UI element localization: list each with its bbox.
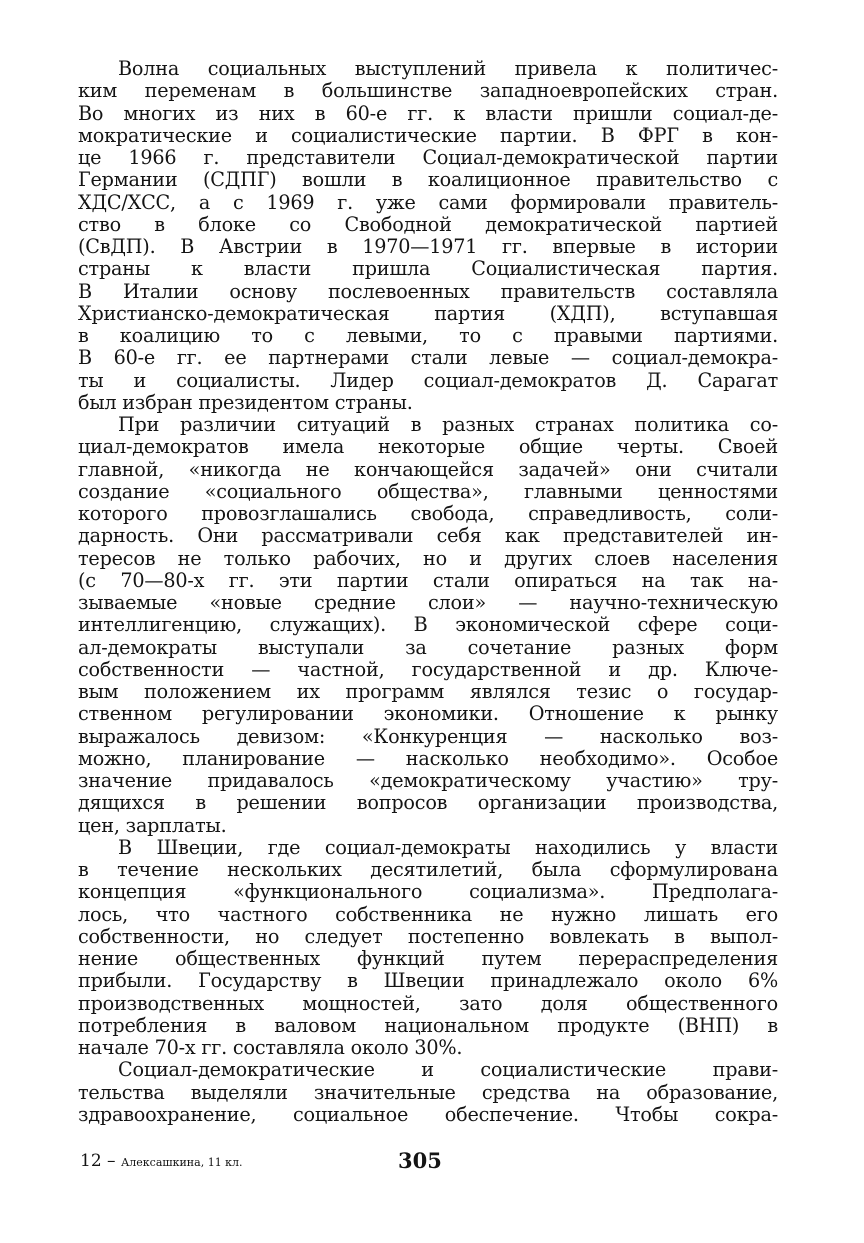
text-line: интеллигенцию, служащих). В экономической сфере соци-	[78, 613, 778, 637]
signature-text: Алексашкина, 11 кл.	[120, 1156, 243, 1169]
text-line: в течение нескольких десятилетий, была сформулирована	[78, 858, 778, 881]
signature-dash: –	[101, 1151, 121, 1171]
text-line: ты и социалисты. Лидер социал-демократов Д. Сарагат	[78, 368, 778, 392]
text-line: ство в блоке со Свободной демократической партией	[78, 212, 778, 236]
text-line: Германии (СДПГ) вошли в коалиционное правительство с	[78, 168, 778, 192]
text-line: Волна социальных выступлений привела к политичес-	[118, 57, 778, 80]
text-line: В Италии основу послевоенных правительств составляла	[78, 279, 778, 303]
signature-number: 12	[80, 1151, 102, 1171]
text-line: которого провозглашались свобода, справедливость, соли-	[78, 502, 778, 525]
text-line: дящихся в решении вопросов организации производства,	[78, 791, 778, 815]
text-line: лось, что частного собственника не нужно лишать его	[78, 902, 778, 926]
paragraph-4	[78, 1059, 778, 1126]
text-line: зываемые «новые средние слои» — научно-техническую	[78, 591, 778, 614]
text-line: ким переменам в большинстве западноевропейских стран.	[78, 79, 778, 103]
text-line: циал-демократов имела некоторые общие черты. Своей	[78, 435, 778, 459]
text-line: дарность. Они рассматривали себя как представителей ин-	[78, 524, 778, 548]
text-line: тересов не только рабочих, но и других слоев населения	[78, 546, 778, 570]
text-line: цен, зарплаты.	[78, 813, 227, 837]
text-line: потребления в валовом национальном продукте (ВНП) в	[78, 1013, 778, 1037]
text-line: здравоохранение, социальное обеспечение. Чтобы сокра-	[78, 1102, 778, 1126]
text-line: В Швеции, где социал-демократы находились у власти	[118, 835, 778, 859]
text-line: При различии ситуаций в разных странах политика со-	[118, 413, 778, 436]
text-line: производственных мощностей, зато доля общественного	[78, 991, 778, 1015]
paragraph-1	[78, 58, 778, 414]
text-line: страны к власти пришла Социалистическая партия.	[78, 257, 778, 281]
text-line: В 60-е гг. ее партнерами стали левые — социал-демокра-	[78, 346, 778, 370]
text-line: Христианско-демократическая партия (ХДП), вступавшая	[78, 301, 778, 325]
text-line: ственном регулировании экономики. Отношение к рынку	[78, 702, 778, 726]
text-line: це 1966 г. представители Социал-демократической партии	[78, 146, 778, 169]
text-line: вым положением их программ являлся тезис о государ-	[78, 680, 778, 703]
text-line: главной, «никогда не кончающейся задачей» они считали	[78, 457, 778, 481]
text-line: концепция «функционального социализма». Предполага-	[78, 880, 778, 904]
text-line: можно, планирование — насколько необходимо». Особое	[78, 746, 778, 770]
footer-signature	[80, 1151, 243, 1171]
text-line: собственности — частной, государственной и др. Ключе-	[78, 657, 778, 681]
text-line: был избран президентом страны.	[78, 390, 413, 414]
text-line: Во многих из них в 60-е гг. к власти пришли социал-де-	[78, 101, 778, 125]
text-line: Социал-демократические и социалистические прави-	[118, 1058, 778, 1082]
page-body	[78, 58, 778, 1126]
text-line: мократические и социалистические партии. В ФРГ в кон-	[78, 123, 778, 147]
text-line: ал-демократы выступали за сочетание разных форм	[78, 635, 778, 659]
paragraph-2	[78, 414, 778, 837]
page-number: 305	[398, 1148, 442, 1173]
text-line: создание «социального общества», главными ценностями	[78, 479, 778, 503]
text-line: в коалицию то с левыми, то с правыми партиями.	[78, 324, 778, 347]
text-line: собственности, но следует постепенно вовлекать в выпол-	[78, 924, 778, 948]
text-line: (СвДП). В Австрии в 1970—1971 гг. впервые в истории	[78, 235, 778, 258]
text-line: прибыли. Государству в Швеции принадлежало около 6%	[78, 969, 778, 993]
text-line: тельства выделяли значительные средства на образование,	[78, 1080, 778, 1104]
text-line: нение общественных функций путем перераспределения	[78, 947, 778, 970]
text-line: выражалось девизом: «Конкуренция — насколько воз-	[78, 724, 778, 748]
paragraph-3	[78, 837, 778, 1060]
text-line: (с 70—80-х гг. эти партии стали опираться на так на-	[78, 568, 778, 592]
text-line: начале 70-х гг. составляла около 30%.	[78, 1036, 463, 1059]
text-line: значение придавалось «демократическому участию» тру-	[78, 769, 778, 792]
text-line: ХДС/ХСС, а с 1969 г. уже сами формировали правитель-	[78, 190, 778, 214]
